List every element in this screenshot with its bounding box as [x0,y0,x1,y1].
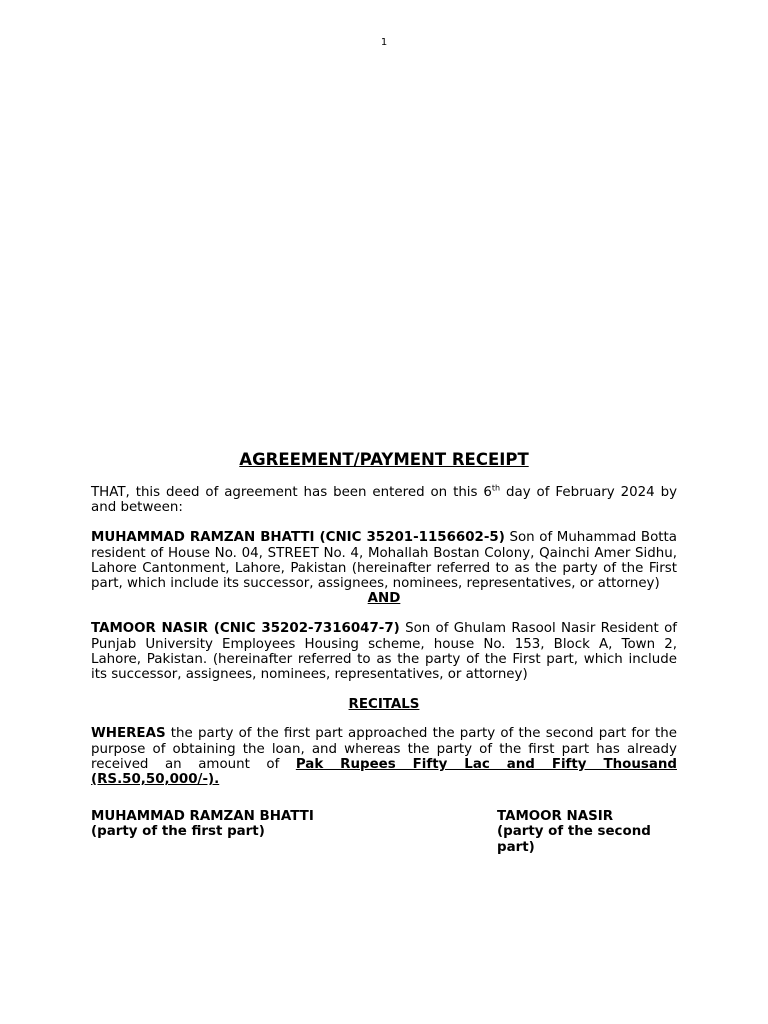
intro-text-before: THAT, this deed of agreement has been entered on this 6 [91,485,492,500]
signature-second-party-role: (party of the second part) [497,824,651,855]
whereas-text: the party of the first part approached the party of the second part for the purpose of obtaining the loan, and whereas the party of the first part has already received an amount of [91,726,677,772]
intro-superscript: th [491,483,501,493]
signature-second-party-name: TAMOOR NASIR [497,809,614,825]
whereas-paragraph [91,726,677,787]
first-party-paragraph [91,530,677,591]
second-party-paragraph [91,621,677,682]
signature-second-party [497,809,679,855]
signature-first-party-role: (party of the first part) [91,824,265,840]
signature-first-party [91,809,361,839]
whereas-lead: WHEREAS [91,726,166,742]
intro-text-after: day of February 2024 by and between: [91,485,677,516]
document-body [91,450,677,857]
first-party-details: Son of Muhammad Botta resident of House No. 04, STREET No. 4, Mohallah Bostan Colony, Qainchi Amer Sidhu, Lahore Cantonment, Lahore, Pakistan (hereinafter referred to as the party of the First part, which include its successor, assignees, nominees, representatives, or attorney) [91,530,677,592]
document-title: AGREEMENT/PAYMENT RECEIPT [239,450,529,469]
second-party-details: Son of Ghulam Rasool Nasir Resident of Punjab University Employees Housing scheme, house No. 153, Block A, Town 2, Lahore, Pakistan. (hereinafter referred to as the party of the First part, which include its successor, assignees, nominees, representatives, or attorney) [91,621,677,683]
first-party-name: MUHAMMAD RAMZAN BHATTI (CNIC 35201-1156602-5) [91,530,505,546]
recitals-heading: RECITALS [348,697,420,713]
and-label: AND [367,591,401,607]
signature-first-party-name: MUHAMMAD RAMZAN BHATTI [91,809,314,825]
second-party-name: TAMOOR NASIR (CNIC 35202-7316047-7) [91,621,400,637]
intro-paragraph [91,485,677,515]
loan-amount: Pak Rupees Fifty Lac and Fifty Thousand (RS.50,50,000/-). [91,756,677,788]
signature-block [91,809,677,857]
page-number: 1 [380,37,388,48]
